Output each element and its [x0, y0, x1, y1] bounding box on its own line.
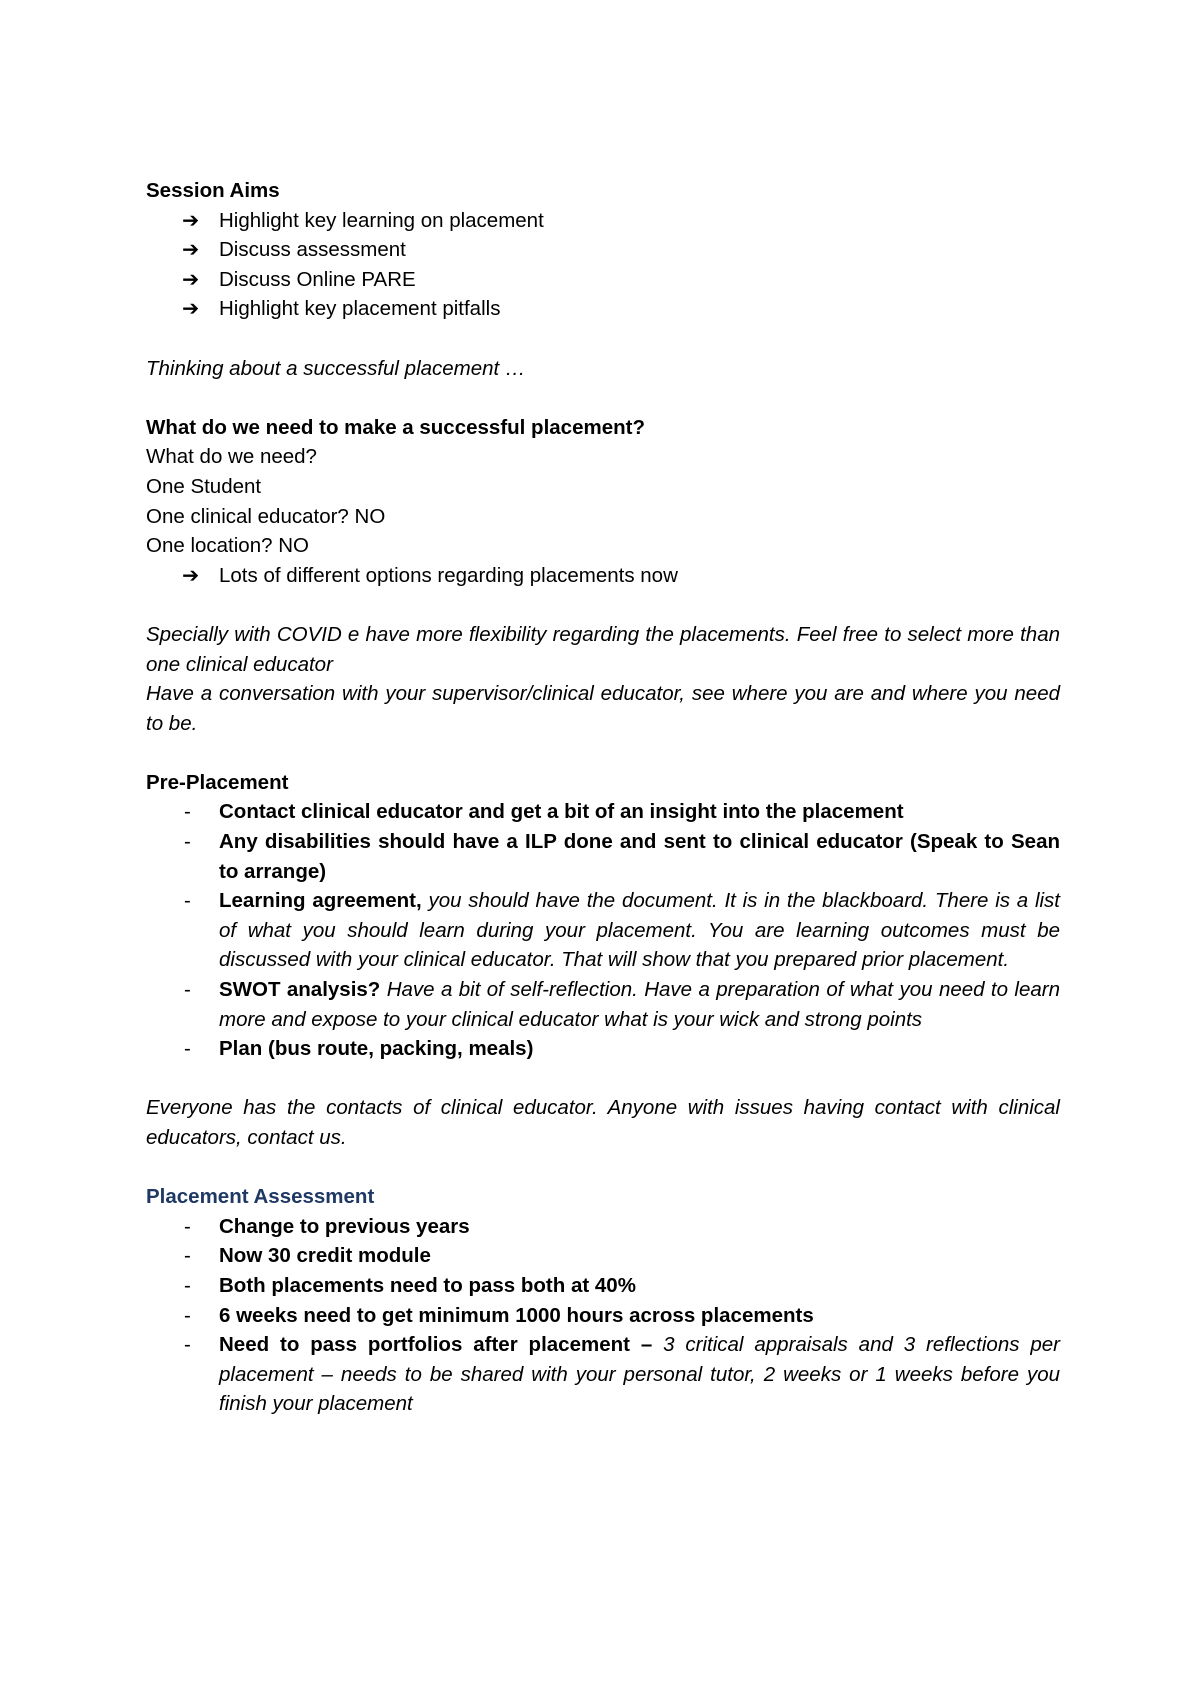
arrow-icon: ➔	[182, 238, 200, 262]
list-item-text: Discuss assessment	[219, 238, 406, 262]
list-item	[146, 265, 1060, 295]
list-item-italic-text: you should have the document. It is in the blackboard. There is a list of what you should learn during your placement. You are learning outcomes must be discussed with your clinical educator. That will show that you prepared prior placement.	[219, 889, 1060, 972]
pre-placement-heading: Pre-Placement	[146, 770, 289, 794]
notes-paragraph: Have a conversation with your supervisor/clinical educator, see where you are and where you need to be.	[146, 682, 1060, 735]
list-item-text: Lots of different options regarding placements now	[219, 563, 678, 587]
list-item-text: Highlight key learning on placement	[219, 208, 544, 232]
list-item-italic-text: Have a bit of self-reflection. Have a preparation of what you need to learn more and expose to your clinical educator what is your wick and strong points	[219, 978, 1060, 1031]
successful-placement-line: One location? NO	[146, 534, 309, 558]
dash-marker: -	[184, 1214, 191, 1238]
list-item	[146, 886, 1060, 975]
list-item-bold-text: Learning agreement,	[219, 889, 422, 913]
dash-marker: -	[184, 1037, 191, 1061]
dash-marker: -	[184, 1244, 191, 1268]
list-item-bold-text: Now 30 credit module	[219, 1244, 431, 1268]
dash-marker: -	[184, 800, 191, 824]
spacer	[146, 324, 1060, 354]
successful-placement-line: One Student	[146, 474, 262, 498]
list-item	[146, 1241, 1060, 1271]
placement-assessment-heading: Placement Assessment	[146, 1185, 375, 1209]
list-item	[146, 1212, 1060, 1242]
list-item	[146, 827, 1060, 886]
spacer	[146, 1153, 1060, 1183]
list-item	[146, 1271, 1060, 1301]
successful-placement-line: What do we need?	[146, 445, 317, 469]
options-list	[146, 561, 1060, 591]
list-item	[146, 975, 1060, 1034]
pre-placement-list	[146, 797, 1060, 1063]
spacer	[146, 383, 1060, 413]
dash-marker: -	[184, 830, 191, 854]
spacer	[146, 738, 1060, 768]
list-item	[146, 1330, 1060, 1419]
arrow-icon: ➔	[182, 563, 200, 587]
spacer	[146, 590, 1060, 620]
list-item	[146, 235, 1060, 265]
arrow-icon: ➔	[182, 208, 200, 232]
list-item-bold-text: Need to pass portfolios after placement –	[219, 1333, 653, 1357]
spacer	[146, 1064, 1060, 1094]
successful-placement-heading: What do we need to make a successful placement?	[146, 415, 645, 439]
thinking-line: Thinking about a successful placement …	[146, 356, 526, 380]
successful-placement-line: One clinical educator? NO	[146, 504, 386, 528]
list-item-italic-text: 3 critical appraisals and 3 reflections per placement – needs to be shared with your personal tutor, 2 weeks or 1 weeks before you finish your placement	[219, 1333, 1060, 1416]
list-item	[146, 1034, 1060, 1064]
list-item	[146, 1301, 1060, 1331]
notes-paragraph: Specially with COVID e have more flexibility regarding the placements. Feel free to select more than one clinical educator	[146, 622, 1060, 676]
list-item-bold-text: Plan (bus route, packing, meals)	[219, 1037, 534, 1061]
list-item-bold-text: Change to previous years	[219, 1214, 470, 1238]
list-item-bold-text: Any disabilities should have a ILP done and sent to clinical educator (Speak to Sean to arrange)	[219, 830, 1060, 883]
list-item-bold-text: 6 weeks need to get minimum 1000 hours across placements	[219, 1303, 814, 1327]
list-item	[146, 561, 1060, 591]
list-item	[146, 294, 1060, 324]
list-item-bold-text: SWOT analysis?	[219, 978, 381, 1002]
contacts-paragraph: Everyone has the contacts of clinical educator. Anyone with issues having contact with clinical educators, contact us.	[146, 1096, 1060, 1149]
dash-marker: -	[184, 978, 191, 1002]
placement-assessment-list	[146, 1212, 1060, 1419]
list-item-bold-text: Both placements need to pass both at 40%	[219, 1273, 636, 1297]
list-item-text: Highlight key placement pitfalls	[219, 297, 501, 321]
dash-marker: -	[184, 1273, 191, 1297]
list-item-bold-text: Contact clinical educator and get a bit of an insight into the placement	[219, 800, 904, 824]
list-item	[146, 797, 1060, 827]
document-body	[146, 176, 1060, 1419]
arrow-icon: ➔	[182, 267, 200, 291]
arrow-icon: ➔	[182, 297, 200, 321]
list-item-text: Discuss Online PARE	[219, 267, 416, 291]
dash-marker: -	[184, 1303, 191, 1327]
dash-marker: -	[184, 889, 191, 913]
session-aims-list	[146, 206, 1060, 324]
dash-marker: -	[184, 1333, 191, 1357]
list-item	[146, 206, 1060, 236]
session-aims-heading: Session Aims	[146, 179, 280, 202]
